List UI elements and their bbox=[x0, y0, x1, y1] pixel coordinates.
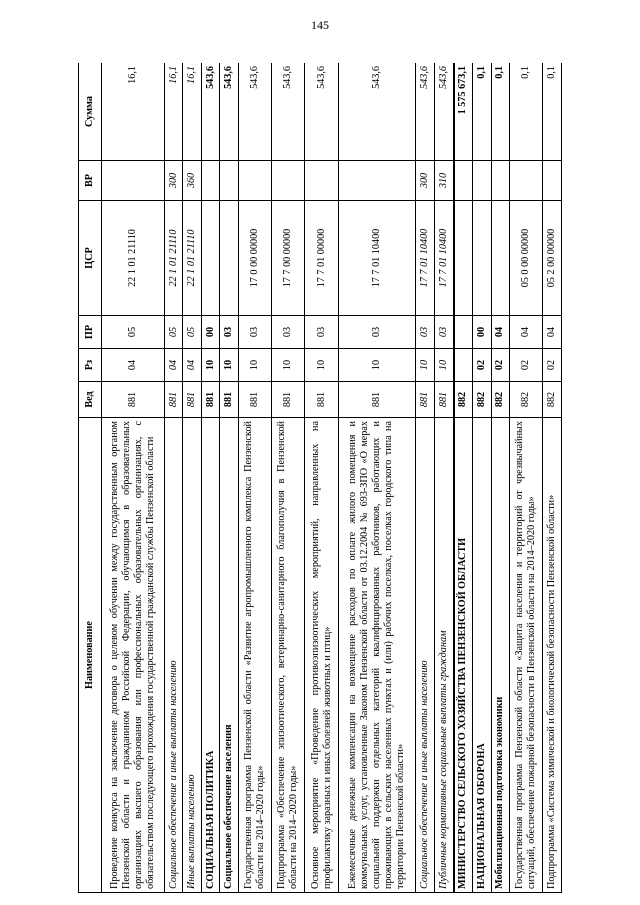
row-pr: 05 bbox=[164, 316, 182, 349]
row-rz: 04 bbox=[164, 349, 182, 382]
row-vr bbox=[543, 161, 562, 201]
row-sum: 16,1 bbox=[102, 63, 165, 161]
row-name: Иные выплаты населению bbox=[183, 418, 201, 893]
table-row bbox=[164, 63, 182, 893]
table-row bbox=[102, 63, 165, 893]
row-vr: 360 bbox=[183, 161, 201, 201]
row-csr: 17 7 01 10400 bbox=[434, 201, 453, 316]
row-csr: 17 7 01 00000 bbox=[305, 201, 338, 316]
row-sum: 16,1 bbox=[164, 63, 182, 161]
row-rz: 10 bbox=[201, 349, 219, 382]
row-vr bbox=[510, 161, 543, 201]
row-sum: 543,6 bbox=[338, 63, 416, 161]
row-vr bbox=[454, 161, 473, 201]
row-vr bbox=[305, 161, 338, 201]
row-pr bbox=[454, 316, 473, 349]
row-sum: 0,1 bbox=[543, 63, 562, 161]
table-row bbox=[183, 63, 201, 893]
row-name: СОЦИАЛЬНАЯ ПОЛИТИКА bbox=[201, 418, 219, 893]
table-row bbox=[473, 63, 491, 893]
row-rz: 10 bbox=[272, 349, 305, 382]
col-header-pr: ПР bbox=[79, 316, 102, 349]
row-ved: 881 bbox=[220, 382, 238, 418]
row-rz: 04 bbox=[102, 349, 165, 382]
row-rz bbox=[454, 349, 473, 382]
col-header-sum: Сумма bbox=[79, 63, 102, 161]
row-pr: 00 bbox=[473, 316, 491, 349]
table-row bbox=[238, 63, 271, 893]
row-pr: 03 bbox=[220, 316, 238, 349]
row-pr: 00 bbox=[201, 316, 219, 349]
row-vr bbox=[220, 161, 238, 201]
row-pr: 05 bbox=[102, 316, 165, 349]
row-sum: 0,1 bbox=[491, 63, 509, 161]
row-sum: 543,6 bbox=[201, 63, 219, 161]
page-number: 145 bbox=[311, 18, 329, 32]
row-rz: 10 bbox=[220, 349, 238, 382]
row-ved: 882 bbox=[491, 382, 509, 418]
row-ved: 881 bbox=[102, 382, 165, 418]
row-name: Публичные нормативные социальные выплаты гражданам bbox=[434, 418, 453, 893]
row-pr: 03 bbox=[305, 316, 338, 349]
row-vr: 310 bbox=[434, 161, 453, 201]
row-csr: 22 1 01 21110 bbox=[164, 201, 182, 316]
row-rz: 02 bbox=[510, 349, 543, 382]
row-vr bbox=[238, 161, 271, 201]
row-name: Подпрограмма «Обеспечение эпизоотического, ветеринарно-санитарного благополучия в Пензенской области на 2014–2020 годы» bbox=[272, 418, 305, 893]
row-vr bbox=[102, 161, 165, 201]
row-vr bbox=[272, 161, 305, 201]
rotated-table-container bbox=[78, 63, 562, 893]
row-csr: 17 7 01 10400 bbox=[338, 201, 416, 316]
row-sum: 0,1 bbox=[473, 63, 491, 161]
row-sum: 543,6 bbox=[305, 63, 338, 161]
row-ved: 882 bbox=[473, 382, 491, 418]
row-pr: 03 bbox=[338, 316, 416, 349]
row-vr: 300 bbox=[164, 161, 182, 201]
row-pr: 03 bbox=[434, 316, 453, 349]
col-header-csr: ЦСР bbox=[79, 201, 102, 316]
table-row bbox=[201, 63, 219, 893]
table-row bbox=[434, 63, 453, 893]
row-rz: 10 bbox=[305, 349, 338, 382]
row-name: Государственная программа Пензенской области «Развитие агропромышленного комплекса Пензенской области на 2014–2020 годы» bbox=[238, 418, 271, 893]
row-ved: 881 bbox=[164, 382, 182, 418]
row-pr: 04 bbox=[491, 316, 509, 349]
row-name: Основное мероприятие «Проведение противоэпизоотических мероприятий, направленных на профилактику заразных и иных болезней животных и птиц» bbox=[305, 418, 338, 893]
row-ved: 881 bbox=[238, 382, 271, 418]
row-pr: 05 bbox=[183, 316, 201, 349]
col-header-name: Наименование bbox=[79, 418, 102, 893]
row-ved: 881 bbox=[434, 382, 453, 418]
table-row bbox=[305, 63, 338, 893]
table-header-row bbox=[79, 63, 102, 893]
row-name: Ежемесячные денежные компенсации на возмещение расходов по оплате жилого помещения и коммунальных услуг, установленные Законом Пензенской области от 03.12.2004 № 693-ЗПО «О мерах социальной поддержки отдельных категорий квалифицированных работников, работающих и проживающих в сельских населенных пунктах и (или) рабочих поселках, поселках городского типа на территории Пензенской области» bbox=[338, 418, 416, 893]
row-pr: 03 bbox=[238, 316, 271, 349]
row-csr bbox=[491, 201, 509, 316]
row-ved: 881 bbox=[272, 382, 305, 418]
row-rz: 02 bbox=[473, 349, 491, 382]
row-csr bbox=[473, 201, 491, 316]
budget-table bbox=[78, 63, 562, 893]
row-vr: 300 bbox=[416, 161, 434, 201]
table-row bbox=[491, 63, 509, 893]
row-vr bbox=[338, 161, 416, 201]
row-name: Подпрограмма «Система химической и биологической безопасности Пензенской области» bbox=[543, 418, 562, 893]
row-name: МИНИСТЕРСТВО СЕЛЬСКОГО ХОЗЯЙСТВА ПЕНЗЕНСКОЙ ОБЛАСТИ bbox=[454, 418, 473, 893]
row-name: Проведение конкурса на заключение договора о целевом обучении между государственным органом Пензенской области и гражданином Российской Федерации, обучающимся в образовательных организациях высшего образования или профессиональных образовательных организациях, с обязательством последующего прохождения государственной гражданской службы Пензенской области bbox=[102, 418, 165, 893]
row-ved: 882 bbox=[543, 382, 562, 418]
row-name: НАЦИОНАЛЬНАЯ ОБОРОНА bbox=[473, 418, 491, 893]
row-csr: 17 7 01 10400 bbox=[416, 201, 434, 316]
col-header-ved: Вед bbox=[79, 382, 102, 418]
table-row bbox=[416, 63, 434, 893]
col-header-rz: Рз bbox=[79, 349, 102, 382]
row-rz: 04 bbox=[183, 349, 201, 382]
row-pr: 04 bbox=[510, 316, 543, 349]
row-csr bbox=[201, 201, 219, 316]
row-ved: 881 bbox=[416, 382, 434, 418]
row-ved: 882 bbox=[510, 382, 543, 418]
row-sum: 16,1 bbox=[183, 63, 201, 161]
row-name: Социальное обеспечение и иные выплаты населению bbox=[164, 418, 182, 893]
table-row bbox=[272, 63, 305, 893]
row-csr: 22 1 01 21110 bbox=[183, 201, 201, 316]
row-ved: 881 bbox=[338, 382, 416, 418]
row-rz: 10 bbox=[434, 349, 453, 382]
row-ved: 881 bbox=[183, 382, 201, 418]
row-csr bbox=[454, 201, 473, 316]
row-sum: 543,6 bbox=[238, 63, 271, 161]
row-rz: 10 bbox=[338, 349, 416, 382]
row-name: Государственная программа Пензенской области «Защита населения и территорий от чрезвычайных ситуаций, обеспечение пожарной безопасности в Пензенской области на 2014–2020 годы» bbox=[510, 418, 543, 893]
row-vr bbox=[201, 161, 219, 201]
row-csr: 22 1 01 21110 bbox=[102, 201, 165, 316]
row-rz: 02 bbox=[491, 349, 509, 382]
row-sum: 0,1 bbox=[510, 63, 543, 161]
row-name: Социальное обеспечение населения bbox=[220, 418, 238, 893]
row-csr: 17 0 00 00000 bbox=[238, 201, 271, 316]
row-vr bbox=[491, 161, 509, 201]
table-row bbox=[510, 63, 543, 893]
row-name: Социальное обеспечение и иные выплаты населению bbox=[416, 418, 434, 893]
table-row bbox=[220, 63, 238, 893]
rotated-page-area bbox=[78, 63, 562, 893]
row-rz: 10 bbox=[238, 349, 271, 382]
row-sum: 543,6 bbox=[272, 63, 305, 161]
row-csr bbox=[220, 201, 238, 316]
row-ved: 882 bbox=[454, 382, 473, 418]
table-row bbox=[338, 63, 416, 893]
row-vr bbox=[473, 161, 491, 201]
row-rz: 10 bbox=[416, 349, 434, 382]
row-csr: 05 2 00 00000 bbox=[543, 201, 562, 316]
row-pr: 03 bbox=[272, 316, 305, 349]
row-ved: 881 bbox=[201, 382, 219, 418]
row-csr: 17 7 00 00000 bbox=[272, 201, 305, 316]
row-pr: 03 bbox=[416, 316, 434, 349]
row-name: Мобилизационная подготовка экономики bbox=[491, 418, 509, 893]
table-row bbox=[543, 63, 562, 893]
row-csr: 05 0 00 00000 bbox=[510, 201, 543, 316]
row-sum: 543,6 bbox=[220, 63, 238, 161]
table-row bbox=[454, 63, 473, 893]
row-sum: 1 575 673,1 bbox=[454, 63, 473, 161]
row-sum: 543,6 bbox=[416, 63, 434, 161]
row-rz: 02 bbox=[543, 349, 562, 382]
col-header-vr: ВР bbox=[79, 161, 102, 201]
row-ved: 881 bbox=[305, 382, 338, 418]
row-pr: 04 bbox=[543, 316, 562, 349]
row-sum: 543,6 bbox=[434, 63, 453, 161]
